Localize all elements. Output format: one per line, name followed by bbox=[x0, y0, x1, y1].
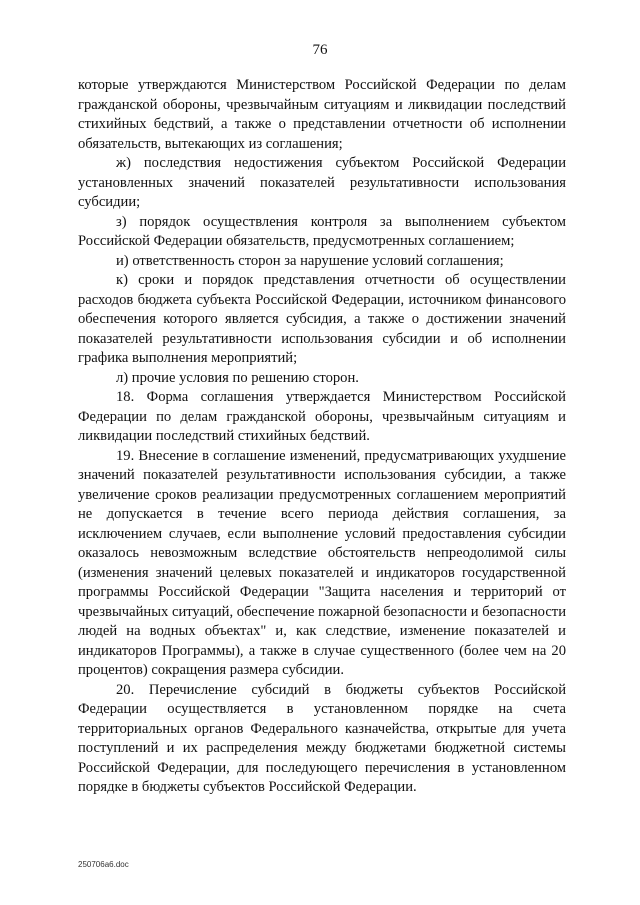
paragraph-continuation: которые утверждаются Министерством Российской Федерации по делам гражданской обороны, чрезвычайным ситуациям и ликвидации последствий стихийных бедствий, а также о представлении отчетности об исполнении обязательств, вытекающих из соглашения; bbox=[78, 77, 566, 152]
paragraph-item-z: з) порядок осуществления контроля за выполнением субъектом Российской Федерации обязательств, предусмотренных соглашением; bbox=[78, 213, 566, 249]
paragraph-clause-18: 18. Форма соглашения утверждается Министерством Российской Федерации по делам гражданской обороны, чрезвычайным ситуациям и ликвидации последствий стихийных бедствий. bbox=[78, 389, 566, 444]
paragraph-clause-20: 20. Перечисление субсидий в бюджеты субъектов Российской Федерации осуществляется в установленном порядке на счета территориальных органов Федерального казначейства, открытые для учета поступлений и их распределения между бюджетами бюджетной системы Российской Федерации, для последующего перечисления в установленном порядке в бюджеты субъектов Российской Федерации. bbox=[78, 681, 566, 795]
paragraph-item-i: и) ответственность сторон за нарушение условий соглашения; bbox=[116, 252, 504, 269]
paragraph-item-zh: ж) последствия недостижения субъектом Российской Федерации установленных значений показателей результативности использования субсидии; bbox=[78, 155, 566, 210]
page-number: 76 bbox=[312, 42, 328, 58]
paragraph-item-l: л) прочие условия по решению сторон. bbox=[116, 369, 359, 386]
document-body bbox=[78, 76, 566, 798]
paragraph-clause-19: 19. Внесение в соглашение изменений, предусматривающих ухудшение значений показателей результативности использования субсидии, а также увеличение сроков реализации предусмотренных соглашением мероприятий не допускается в течение всего периода действия соглашения, за исключением случаев, если выполнение условий предоставления субсидии оказалось невозможным вследствие обстоятельств непреодолимой силы (изменения значений целевых показателей и индикаторов государственной программы Российской Федерации "Защита населения и территорий от чрезвычайных ситуаций, обеспечение пожарной безопасности и безопасности людей на водных объектах" и, как следствие, изменение показателей и индикаторов Программы), а также в случае существенного (более чем на 20 процентов) сокращения размера субсидии. bbox=[78, 447, 566, 678]
paragraph-item-k: к) сроки и порядок представления отчетности об осуществлении расходов бюджета субъекта Российской Федерации, источником финансового обеспечения которого является субсидия, а также о достижении значений показателей результативности использования субсидии и об исполнении графика выполнения мероприятий; bbox=[78, 272, 566, 366]
document-footer-filename: 250706a6.doc bbox=[78, 860, 129, 869]
